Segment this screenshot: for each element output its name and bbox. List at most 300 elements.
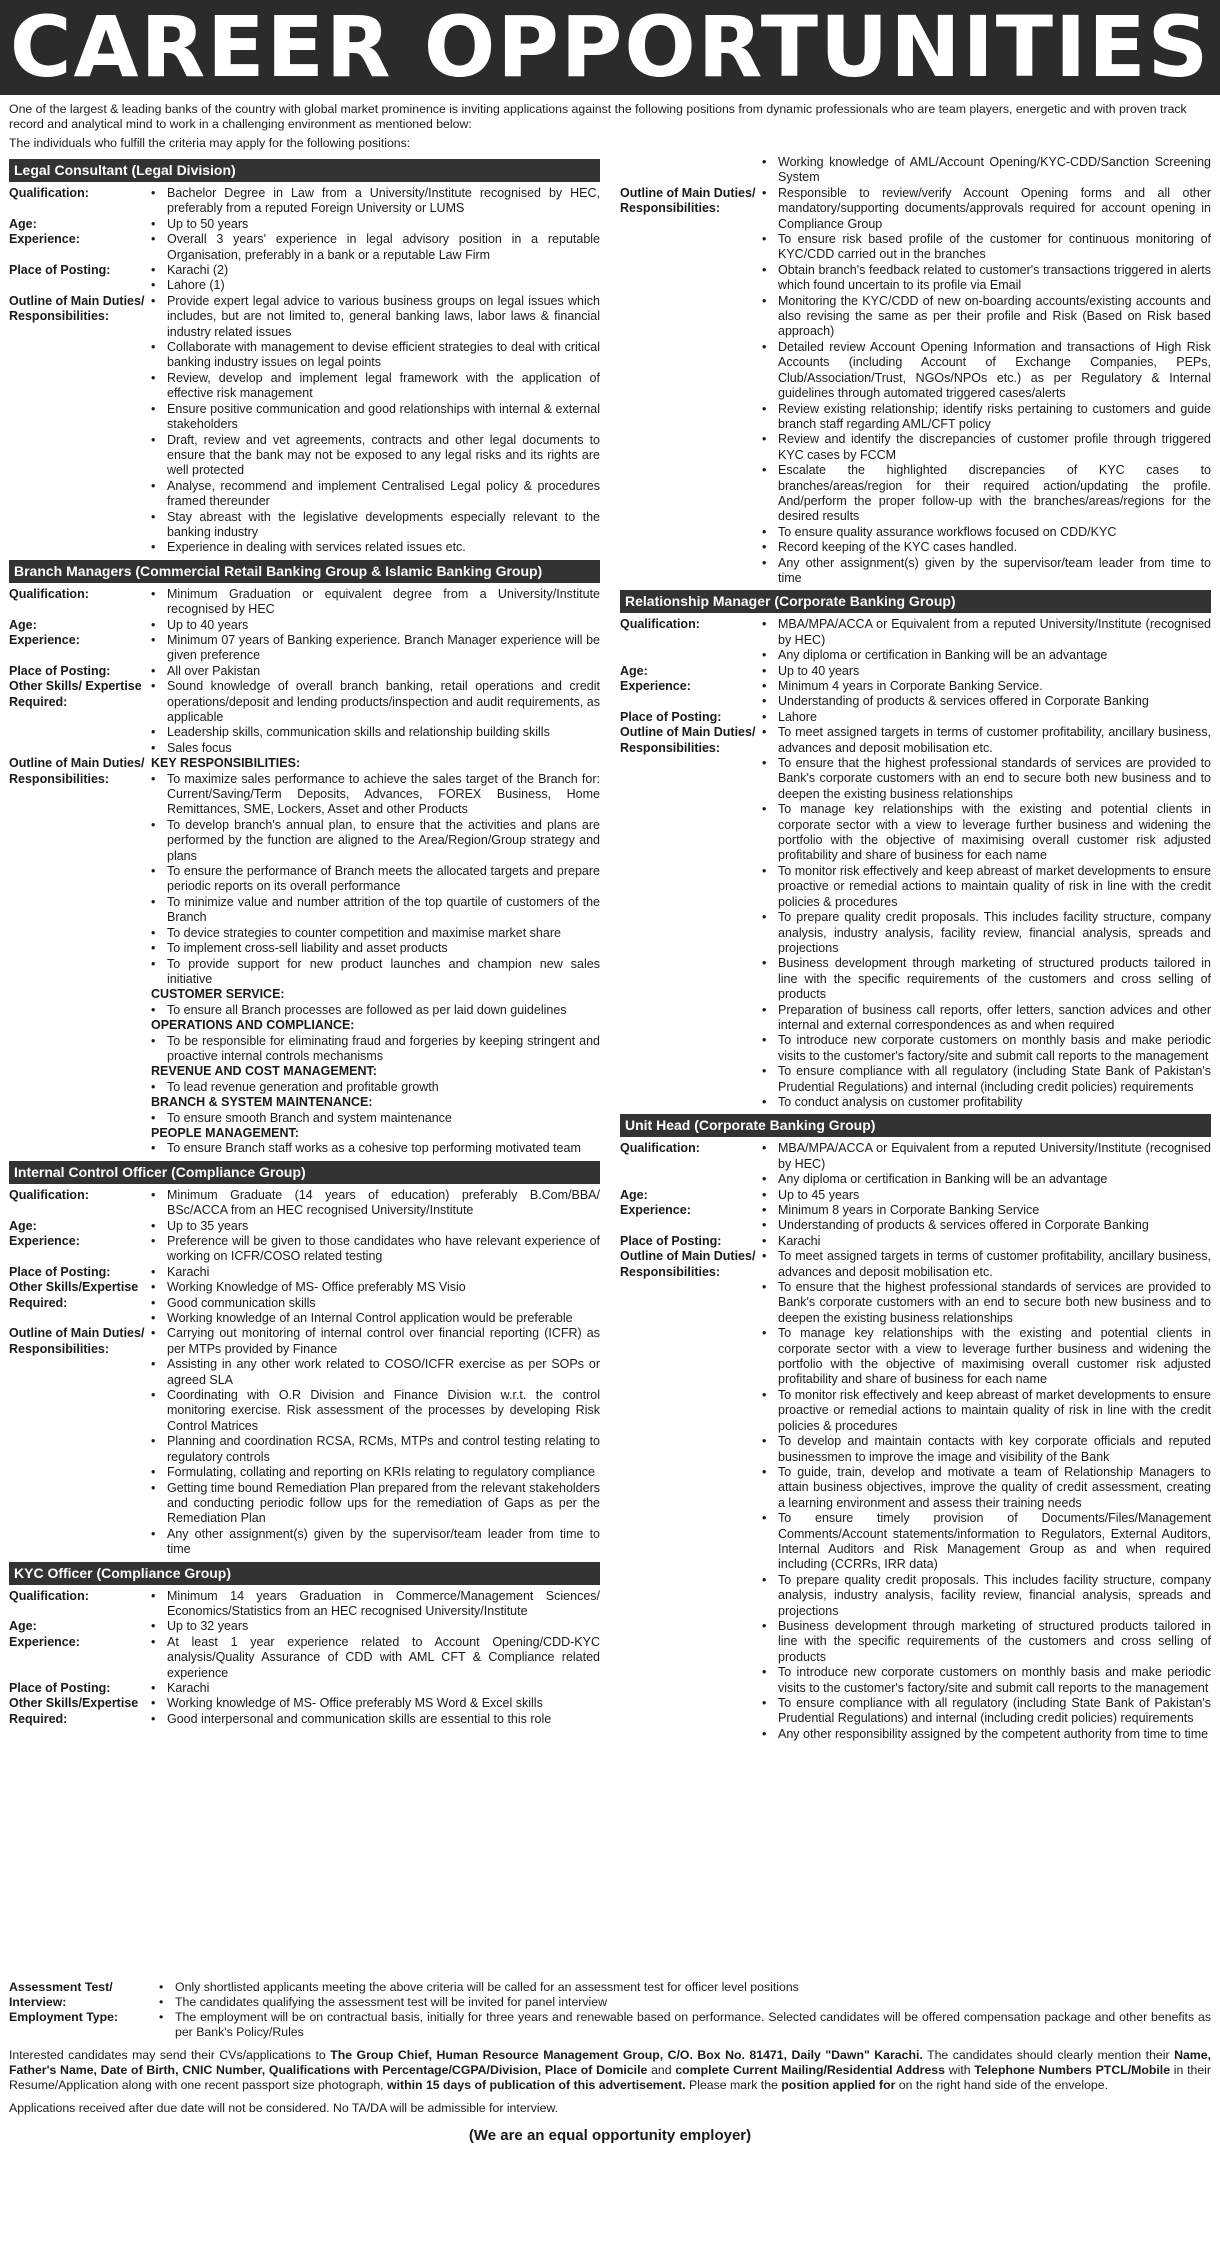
bullet-text: To provide support for new product launches and champion new sales initiative [167,956,600,986]
criteria-value [762,1141,1211,1187]
criteria-label: Qualification: [620,617,700,632]
bullet-icon: • [151,941,156,956]
bullet-icon: • [151,1711,156,1726]
bullet-item [762,648,1211,663]
bullet-text: To lead revenue generation and profitable growth [167,1079,439,1094]
equal-opportunity-footer: (We are an equal opportunity employer) [468,2127,752,2144]
bullet-item [151,587,600,618]
intro [0,95,1220,151]
bullet-item [762,432,1211,463]
bullet-text: To ensure timely provision of Documents/Files/Management Comments/Account statements/information to Regulators, External Auditors, Internal Auditors and Risk Management Group as and when required including (CCRRs, IRR data) [778,1511,1211,1572]
bullet-icon: • [762,863,767,878]
criteria-value [151,232,600,263]
criteria-value [151,1188,600,1219]
criteria-value [151,587,600,618]
bullet-text: To ensure Branch staff works as a cohesive top performing motivated team [167,1141,581,1156]
criteria-label: Experience: [620,679,691,693]
bullet-icon: • [151,186,156,200]
bullet-icon: • [151,216,156,231]
criteria-label: Place of Posting: [9,1680,111,1695]
bullet-icon: • [151,1480,156,1495]
criteria-label: Age: [620,663,648,678]
criteria-label: Experience: [9,232,80,247]
bullet-item [762,232,1211,263]
bullet-text: Up to 45 years [778,1187,860,1202]
bullet-text: MBA/MPA/ACCA or Equivalent from a reputed University/Institute (recognised by HEC) [778,1141,1211,1171]
criteria-label: Experience: [9,632,80,647]
criteria-value [151,186,600,217]
bullet-icon: • [151,370,156,385]
job-title: Relationship Manager (Corporate Banking Group) [620,590,1211,613]
bullet-item [151,741,600,756]
criteria-label: Other Skills/Expertise Required: [9,1696,139,1726]
bullet-item [151,1003,600,1018]
bullet-item [762,864,1211,910]
bullet-icon: • [762,1187,767,1202]
bullet-item [762,1172,1211,1187]
subheading: BRANCH & SYSTEM MAINTENANCE: [151,1095,373,1110]
bullet-icon: • [762,679,767,693]
job-title: Internal Control Officer (Compliance Group) [9,1161,600,1184]
criteria-label: Qualification: [620,1141,700,1156]
bullet-item [151,340,600,371]
bullet-item [762,1095,1211,1110]
job-section [620,155,1211,586]
columns [0,155,1220,1980]
criteria-row [620,155,1211,186]
bullet-icon: • [762,1696,767,1710]
bullet-text: Up to 40 years [778,663,860,678]
bullet-icon: • [159,1995,164,2009]
bullet-text: Sales focus [167,740,232,755]
bullet-text: Preparation of business call reports, offer letters, sanction advices and other internal and external correspondences as and when required [778,1002,1211,1032]
criteria-row [620,1188,1211,1203]
bullet-text: To meet assigned targets in terms of customer profitability, ancillary business, advances and deposit mobilisation etc. [778,1249,1211,1279]
bullet-text: Formulating, collating and reporting on KRIs relating to regulatory compliance [167,1465,596,1480]
bullet-item [151,1234,600,1265]
bullet-icon: • [762,1172,767,1187]
bullet-icon: • [151,278,156,293]
bullet-icon: • [151,1264,156,1279]
bullet-text: Karachi [167,1680,210,1695]
apply-text: The candidates should clearly mention their [922,2048,1175,2062]
criteria-label: Place of Posting: [9,263,111,278]
job-title: Legal Consultant (Legal Division) [9,159,600,182]
criteria-row [9,1635,600,1681]
bullet-text: Record keeping of the KYC cases handled. [778,540,1018,555]
criteria-label: Age: [9,216,37,231]
apply-position-note: position applied for [781,2078,896,2092]
criteria-value [151,679,600,756]
bullet-text: Detailed review Account Opening Information and transactions of High Risk Accounts (including Account of Exchange Companies, PEPs, Club/Association/Trust, NGOs/NPOs etc.) as per Regulatory & Internal guidelines through automated triggered cases/alerts [778,339,1211,401]
bullet-icon: • [762,463,767,478]
bullet-text: To ensure the performance of Branch meets the allocated targets and prepare periodic reports on its overall performance [167,864,600,894]
criteria-label: Experience: [620,1203,691,1217]
bullet-icon: • [151,771,156,786]
bullet-icon: • [151,1141,156,1156]
criteria-row [9,587,600,618]
bullet-item [151,1434,600,1465]
criteria-row [9,1589,600,1620]
bullet-item [151,1635,600,1681]
criteria-label: Age: [9,1619,37,1634]
bullet-text: To ensure that the highest professional standards of services are provided to Bank's corporate customers with an end to secure both new business and to deepen the existing business relationships [778,1280,1211,1325]
criteria-row [9,664,600,679]
criteria-row [9,294,600,556]
bullet-text: To develop and maintain contacts with key corporate officials and reputed businessmen to improve the image and visibility of the Bank [778,1434,1211,1464]
criteria-value [151,294,600,556]
bullet-icon: • [762,262,767,277]
bullet-icon: • [151,894,156,909]
bullet-text: To manage key relationships with the existing and potential clients in corporate sector with a view to leverage further business and widening the portfolio with the objective of maximising overall customer risk adjusted profitability and share of business for each name [778,1326,1211,1387]
apply-address-field: complete Current Mailing/Residential Address [675,2063,945,2077]
criteria-value [151,618,600,633]
bullet-icon: • [762,1434,767,1449]
criteria-value [151,633,600,664]
bullet-icon: • [762,339,767,354]
criteria-row [9,232,600,263]
bullet-item [762,1203,1211,1218]
bullet-item [151,217,600,232]
bullet-icon: • [151,679,156,694]
bullet-icon: • [151,401,156,416]
bullet-item [151,294,600,340]
bullet-text: Coordinating with O.R Division and Finance Division w.r.t. the control monitoring exercise. Risk assessment of the processes by developing Risk Control Matrices [167,1388,600,1433]
bullet-icon: • [762,1233,767,1248]
criteria-row [620,710,1211,725]
bullet-text: Leadership skills, communication skills and relationship building skills [167,725,550,740]
bullet-icon: • [151,1234,156,1248]
bullet-item [151,679,600,725]
bullet-icon: • [762,1141,767,1156]
bullet-item [762,664,1211,679]
bullet-text: To device strategies to counter competition and maximise market share [167,925,561,940]
bullet-icon: • [151,586,156,601]
bullet-item [762,694,1211,709]
bullet-item [762,525,1211,540]
job-title: Branch Managers (Commercial Retail Banking Group & Islamic Banking Group) [9,560,600,583]
criteria-row [9,217,600,232]
criteria-value [151,263,600,294]
bullet-text: Good interpersonal and communication skills are essential to this role [167,1711,552,1726]
bullet-text: Minimum 07 years of Banking experience. Branch Manager experience will be given preference [167,632,600,663]
bullet-item [151,1034,600,1065]
bullet-item [151,1481,600,1527]
bullet-icon: • [151,293,156,308]
bullet-icon: • [151,1079,156,1094]
bullet-text: Collaborate with management to devise efficient strategies to deal with critical banking industry issues on legal points [167,340,600,370]
job-section [620,1114,1211,1742]
bullet-item [762,263,1211,294]
criteria-row [620,186,1211,587]
bullet-text: To manage key relationships with the existing and potential clients in corporate sector with a view to leverage further business and widening the portfolio with the objective of maximising overall customer risk adjusted profitability and share of business for each name [778,802,1211,863]
criteria-row [9,186,600,217]
bullet-text: Minimum 4 years in Corporate Banking Service. [778,679,1043,693]
bullet-text: Planning and coordination RCSA, RCMs, MTPs and control testing relating to regulatory controls [167,1434,600,1464]
bullet-icon: • [151,1465,156,1480]
criteria-row [620,679,1211,710]
criteria-label: Place of Posting: [9,1264,111,1279]
bullet-item [762,1218,1211,1233]
criteria-value [762,1249,1211,1742]
bullet-item [151,479,600,510]
bullet-icon: • [151,1311,156,1326]
bullet-item [762,1249,1211,1280]
bullet-icon: • [151,509,156,524]
bullet-icon: • [151,540,156,555]
bullet-text: Understanding of products & services offered in Corporate Banking [778,1218,1149,1233]
bullet-icon: • [151,1187,156,1202]
bullet-item [151,664,600,679]
bullet-text: Experience in dealing with services related issues etc. [167,540,466,555]
bullet-text: To introduce new corporate customers on monthly basis and make periodic visits to the customer's factory/site and submit call reports to the management [778,1033,1211,1063]
bullet-icon: • [151,1696,156,1711]
bullet-item [151,510,600,541]
criteria-value [151,1280,600,1326]
apply-text: Please mark the [685,2078,782,2092]
criteria-row [9,1681,600,1696]
bullet-text: The candidates qualifying the assessment test will be invited for panel interview [175,1995,607,2009]
criteria-row [620,617,1211,663]
bullet-item [151,818,600,864]
criteria-row [9,1265,600,1280]
bullet-icon: • [762,756,767,771]
bullet-text: To ensure quality assurance workflows focused on CDD/KYC [778,524,1117,539]
bullet-item [762,617,1211,648]
bullet-text: Overall 3 years' experience in legal advisory position in a reputable Organisation, preferably in a bank or a reputable Law Firm [167,232,600,262]
criteria-value [151,1219,600,1234]
bullet-item [151,618,600,633]
bullet-item [159,2010,1211,2040]
bullet-text: Lahore [778,709,817,724]
bullet-text: Provide expert legal advice to various business groups on legal issues which includes, but are not limited to, general banking laws, labor laws & financial industry related issues [167,293,600,339]
bullet-item [762,463,1211,525]
bullet-icon: • [151,1295,156,1310]
criteria-label: Experience: [9,1234,80,1248]
bullet-icon: • [762,185,767,200]
criteria-value [151,756,600,1157]
bullet-text: Getting time bound Remediation Plan prepared from the relevant stakeholders and conducting periodic follow ups for the remediation of Gaps as per the Remediation Plan [167,1480,600,1526]
bullet-icon: • [151,1526,156,1541]
bullet-icon: • [762,432,767,447]
bullet-text: To meet assigned targets in terms of customer profitability, ancillary business, advances and deposit mobilisation etc. [778,725,1211,755]
bullet-item [762,725,1211,756]
bullet-item [151,1357,600,1388]
bullet-icon: • [151,1280,156,1295]
criteria-row [9,633,600,664]
bullet-icon: • [762,1249,767,1264]
bullet-icon: • [762,401,767,416]
bullet-item [762,756,1211,802]
criteria-row [620,725,1211,1110]
criteria-value [762,186,1211,587]
criteria-label: Outline of Main Duties/ Responsibilities: [620,185,756,216]
bullet-item [151,926,600,941]
bullet-item [762,340,1211,402]
apply-address: The Group Chief, Human Resource Management Group, C/O. Box No. 81471, Daily "Dawn" Karachi. [330,2048,923,2062]
apply-text: Interested candidates may send their CVs/applications to [9,2048,331,2062]
criteria-label: Other Skills/Expertise Required: [9,1280,139,1310]
criteria-value [151,1265,600,1280]
bullet-icon: • [762,1618,767,1633]
criteria-row [9,679,600,756]
bullet-icon: • [159,2010,164,2024]
bullet-icon: • [151,925,156,940]
bullet-item [151,402,600,433]
bullet-item [762,1665,1211,1696]
bullet-text: Working Knowledge of MS- Office preferably MS Visio [167,1280,466,1295]
bullet-text: Business development through marketing of structured products tailored in line with the specific requirements of the customers and cross selling of products [778,956,1211,1002]
bullet-item [762,155,1211,186]
bullet-text: The employment will be on contractual basis, initially for three years and renewable based on performance. Selected candidates will be offered compensation package and other benefits as per Bank's Policy/Rules [175,2010,1211,2039]
bullet-text: Assisting in any other work related to COSO/ICFR exercise as per SOPs or agreed SLA [167,1357,600,1387]
job-section [9,159,600,556]
right-column [620,155,1211,1980]
bullet-text: At least 1 year experience related to Account Opening/CDD-KYC analysis/Quality Assurance of CDD with AML CFT & Compliance related experience [167,1634,600,1680]
bullet-text: Only shortlisted applicants meeting the above criteria will be called for an assessment test for officer level positions [175,1980,799,1994]
bullet-icon: • [762,1326,767,1341]
criteria-value [762,1188,1211,1203]
criteria-label: Age: [9,1218,37,1233]
apply-text: on the right hand side of the envelope. [895,2078,1109,2092]
bullet-text: Review and identify the discrepancies of customer profile through triggered KYC cases by FCCM [778,432,1211,462]
apply-required-fields: Name, Father's Name, Date of Birth, CNIC Number, Qualifications with Percentage/CGPA/Division, Place of Domicile [9,2048,1211,2077]
apply-deadline: within 15 days of publication of this advertisement. [387,2078,686,2092]
bullet-icon: • [762,910,767,925]
criteria-value [762,155,1211,186]
bullet-text: Karachi [778,1233,821,1248]
bullet-icon: • [151,478,156,493]
bullet-icon: • [762,617,767,632]
bullet-icon: • [151,1110,156,1125]
criteria-row [9,1188,600,1219]
bullet-text: Business development through marketing of structured products tailored in line with the specific requirements of the customers and cross selling of products [778,1618,1211,1664]
bullet-text: Draft, review and vet agreements, contracts and other legal documents to ensure that the bank may not be exposed to any legal risks and its rights are well protected [167,432,600,478]
bullet-icon: • [762,1002,767,1017]
criteria-label: Place of Posting: [9,663,111,678]
bullet-item [762,1573,1211,1619]
subheading: PEOPLE MANAGEMENT: [151,1125,299,1140]
criteria-label: Outline of Main Duties/ Responsibilities: [620,1249,756,1279]
bullet-icon: • [151,1619,156,1634]
bullet-icon: • [762,1387,767,1402]
bullet-text: To ensure all Branch processes are followed as per laid down guidelines [167,1002,567,1017]
intro-criteria: The individuals who fulfill the criteria may apply for the following positions: [9,136,411,150]
bullet-text: To prepare quality credit proposals. This includes facility structure, company analysis, industry analysis, facility review, financial analysis, spreads and projections [778,910,1211,955]
bullet-text: Obtain branch's feedback related to customer's transactions triggered in alerts which found uncertain to its profile via Email [778,262,1211,293]
bullet-text: Minimum 8 years in Corporate Banking Service [778,1203,1040,1217]
bullet-icon: • [151,263,156,278]
bullet-text: Responsible to review/verify Account Opening forms and all other mandatory/supporting documents/approvals required for account opening in Compliance Group [778,185,1211,231]
bullet-text: To implement cross-sell liability and asset products [167,941,448,956]
bullet-item [762,956,1211,1002]
bullet-text: To monitor risk effectively and keep abreast of market developments to ensure proactive or remedial actions to maintain quality of risk in line with the credit policies & procedures [778,863,1211,909]
criteria-label: Experience: [9,1634,80,1649]
bullet-text: To ensure smooth Branch and system maintenance [167,1110,452,1125]
bullet-icon: • [151,956,156,971]
bullet-item [151,1619,600,1634]
job-section [9,1161,600,1558]
bullet-text: MBA/MPA/ACCA or Equivalent from a reputed University/Institute (recognised by HEC) [778,617,1211,647]
bullet-item [151,1681,600,1696]
bullet-icon: • [151,1218,156,1233]
bullet-icon: • [762,1511,767,1526]
late-application-note: Applications received after due date will not be considered. No TA/DA will be admissible for interview. [9,2101,559,2115]
bullet-text: Up to 35 years [167,1218,249,1233]
bullet-text: Escalate the highlighted discrepancies of KYC cases to branches/areas/region for their required action/updating the profile. And/perform the proper follow-up with the branches/areas/regions for the desired results [778,463,1211,524]
criteria-value [762,725,1211,1110]
bullet-icon: • [151,1326,156,1341]
bullet-item [151,864,600,895]
bullet-item [151,1219,600,1234]
criteria-value [151,1681,600,1696]
criteria-row [9,1219,600,1234]
bullet-text: Minimum 14 years Graduation in Commerce/Management Sciences/ Economics/Statistics from an HEC recognised University/Institute [167,1588,600,1618]
bullet-icon: • [762,540,767,555]
criteria-row [9,2010,1211,2040]
bullet-text: Review, develop and implement legal framework with the application of effective risk management [167,370,600,401]
subheading: REVENUE AND COST MANAGEMENT: [151,1064,377,1079]
criteria-value [151,217,600,232]
bullet-item [762,1434,1211,1465]
bullet-text: Bachelor Degree in Law from a University/Institute recognised by HEC, preferably from a reputed Foreign University or LUMS [167,186,600,216]
bullet-text: Any other assignment(s) given by the supervisor/team leader from time to time [778,555,1211,585]
bullet-item [151,1141,600,1156]
criteria-row [9,1234,600,1265]
bullet-item [151,941,600,956]
bullet-icon: • [762,1726,767,1741]
criteria-row [620,1203,1211,1234]
bullet-icon: • [762,1033,767,1048]
bullet-icon: • [151,632,156,647]
bullet-item [151,371,600,402]
bullet-item [151,1589,600,1620]
bullet-text: Up to 40 years [167,617,249,632]
criteria-row [9,756,600,1157]
bullet-text: To ensure compliance with all regulatory (including State Bank of Pakistan's Prudential Regulations) and internal (including credit policies) requirements [778,1064,1211,1094]
bullet-item [762,556,1211,587]
criteria-value [151,1326,600,1557]
bullet-icon: • [762,1203,767,1217]
bullet-icon: • [159,1980,164,1994]
criteria-value [762,710,1211,725]
criteria-value [762,664,1211,679]
criteria-row [9,1280,600,1326]
bullet-icon: • [151,1033,156,1048]
criteria-row [620,1234,1211,1249]
bullet-text: Any other responsibility assigned by the competent authority from time to time [778,1726,1209,1741]
bullet-item [151,1527,600,1558]
criteria-label: Outline of Main Duties/ Responsibilities: [9,1326,145,1356]
criteria-value [762,679,1211,710]
bullet-text: Understanding of products & services offered in Corporate Banking [778,694,1149,709]
criteria-row [620,1141,1211,1187]
bullet-text: To develop branch's annual plan, to ensure that the activities and plans are performed by the function are aligned to the Area/Region/Group strategy and plans [167,817,600,863]
bullet-text: To conduct analysis on customer profitability [778,1094,1023,1109]
bullet-text: Karachi (2) [167,263,229,278]
criteria-label: Age: [620,1187,648,1202]
bullet-icon: • [151,864,156,879]
bullet-icon: • [762,232,767,247]
bullet-icon: • [762,293,767,308]
job-section [9,560,600,1157]
bullet-icon: • [151,740,156,755]
apply-text: with [944,2063,975,2077]
criteria-row [9,1326,600,1557]
criteria-row [620,1249,1211,1742]
bullet-item [762,1619,1211,1665]
criteria-value [151,664,600,679]
